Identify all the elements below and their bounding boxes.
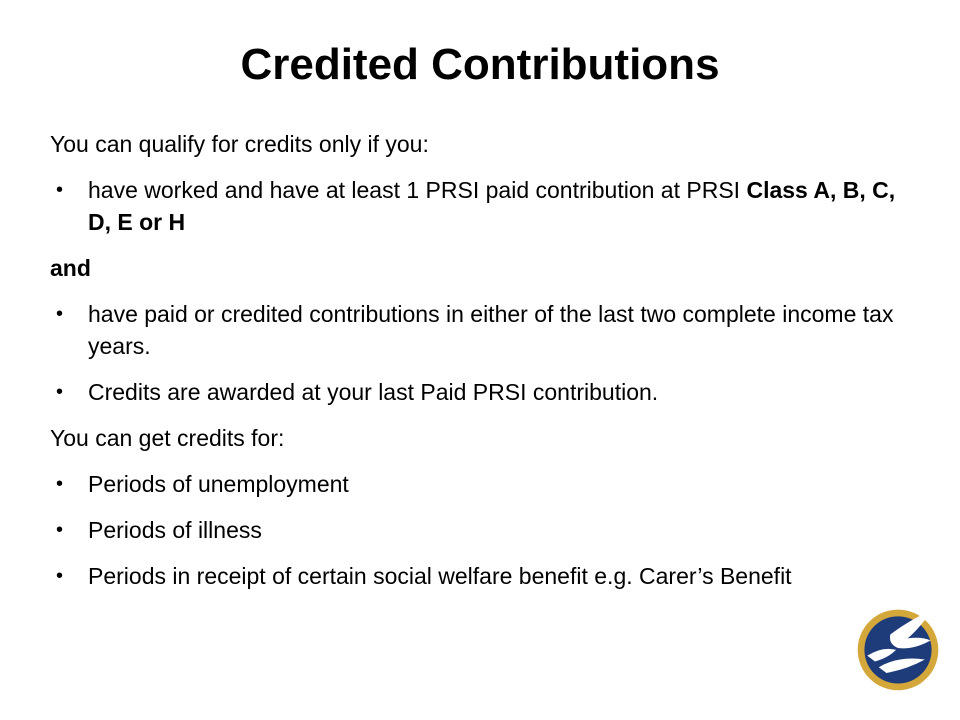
bullet-text: Periods of unemployment	[88, 471, 349, 497]
bullet-bold-text: Class A, B, C, D, E or H	[88, 177, 896, 235]
and-label: and	[50, 255, 91, 281]
slide-title: Credited Contributions	[240, 40, 720, 89]
bullet-text: have worked and have at least 1 PRSI paid contribution at PRSI	[88, 177, 747, 203]
bullet-dot: •	[56, 303, 64, 325]
bullet-item	[50, 468, 900, 500]
logo-blue-disc	[864, 616, 931, 683]
bullet-item	[50, 560, 900, 592]
bullet-item	[50, 298, 900, 362]
get-credits-text: You can get credits for:	[50, 425, 285, 451]
intro-text: You can qualify for credits only if you:	[50, 131, 429, 157]
bullet-text: Periods in receipt of certain social welfare benefit e.g. Carer’s Benefit	[88, 563, 792, 589]
bird-emblem-logo-icon	[850, 600, 946, 696]
bullet-dot: •	[56, 179, 64, 201]
bullet-dot: •	[56, 519, 64, 541]
bullet-text: have paid or credited contributions in either of the last two complete income tax years.	[88, 301, 894, 359]
bullet-dot: •	[56, 381, 64, 403]
bullet-dot: •	[56, 565, 64, 587]
bullet-item	[50, 376, 900, 408]
bullet-item	[50, 174, 900, 238]
bullet-text: Periods of illness	[88, 517, 262, 543]
bullet-item	[50, 514, 900, 546]
slide-body	[50, 128, 900, 606]
bullet-text: Credits are awarded at your last Paid PRSI contribution.	[88, 379, 659, 405]
bullet-dot: •	[56, 473, 64, 495]
